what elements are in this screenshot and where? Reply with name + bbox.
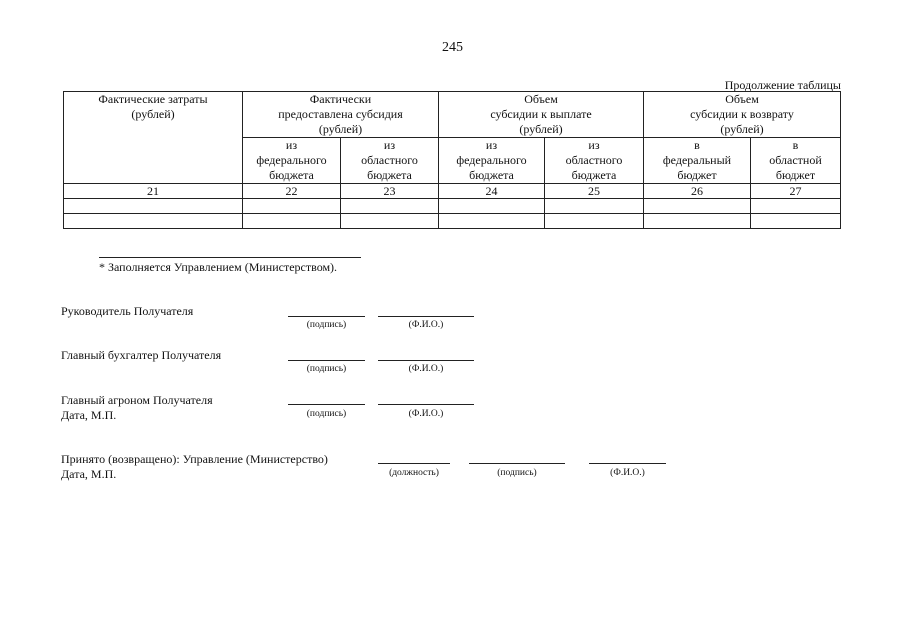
fio-line [589,463,666,464]
subheader-cell: из областного бюджета [545,138,644,184]
column-number: 26 [644,184,751,199]
report-table [63,91,841,229]
header-subsidy-return: Объем субсидии к возврату (рублей) [644,92,841,138]
table-continuation-label: Продолжение таблицы [724,78,841,92]
table-row [64,214,841,229]
subheader-cell: в областной бюджет [751,138,841,184]
caption-signature: (подпись) [497,468,537,478]
column-number: 27 [751,184,841,199]
label-accountant: Главный бухгалтер Получателя [61,348,222,362]
label-date-mp: Дата, М.П. [61,467,117,481]
subheader-cell: из федерального бюджета [243,138,341,184]
position-line [378,463,450,464]
footnote: * Заполняется Управлением (Министерством). [99,260,338,274]
label-head: Руководитель Получателя [61,304,194,318]
signature-line [288,316,365,317]
header-subsidy-provided: Фактически предоставлена субсидия (рублей) [243,92,439,138]
signature-line [288,360,365,361]
caption-position: (должность) [389,468,439,478]
subheader-cell: из федерального бюджета [439,138,545,184]
caption-signature: (подпись) [306,364,347,374]
fio-line [378,404,474,405]
subheader-cell: в федеральный бюджет [644,138,751,184]
fio-line [378,316,474,317]
column-number: 24 [439,184,545,199]
caption-signature: (подпись) [306,320,347,330]
caption-fio: (Ф.И.О.) [408,364,444,374]
label-accepted: Принято (возвращено): Управление (Министерство) [61,452,328,466]
table-row [64,199,841,214]
column-number: 21 [64,184,243,199]
subheader-cell: из областного бюджета [341,138,439,184]
page-number: 245 [442,40,463,55]
column-number: 22 [243,184,341,199]
label-agronomist: Главный агроном Получателя [61,393,213,407]
caption-fio: (Ф.И.О.) [408,320,444,330]
signature-line [469,463,565,464]
caption-signature: (подпись) [306,409,347,419]
label-date-mp: Дата, М.П. [61,408,117,422]
caption-fio: (Ф.И.О.) [408,409,444,419]
header-actual-costs: Фактические затраты (рублей) [64,92,243,184]
header-subsidy-payable: Объем субсидии к выплате (рублей) [439,92,644,138]
fio-line [378,360,474,361]
caption-fio: (Ф.И.О.) [610,468,645,478]
footnote-divider [99,257,361,258]
column-number: 23 [341,184,439,199]
signature-line [288,404,365,405]
column-number: 25 [545,184,644,199]
